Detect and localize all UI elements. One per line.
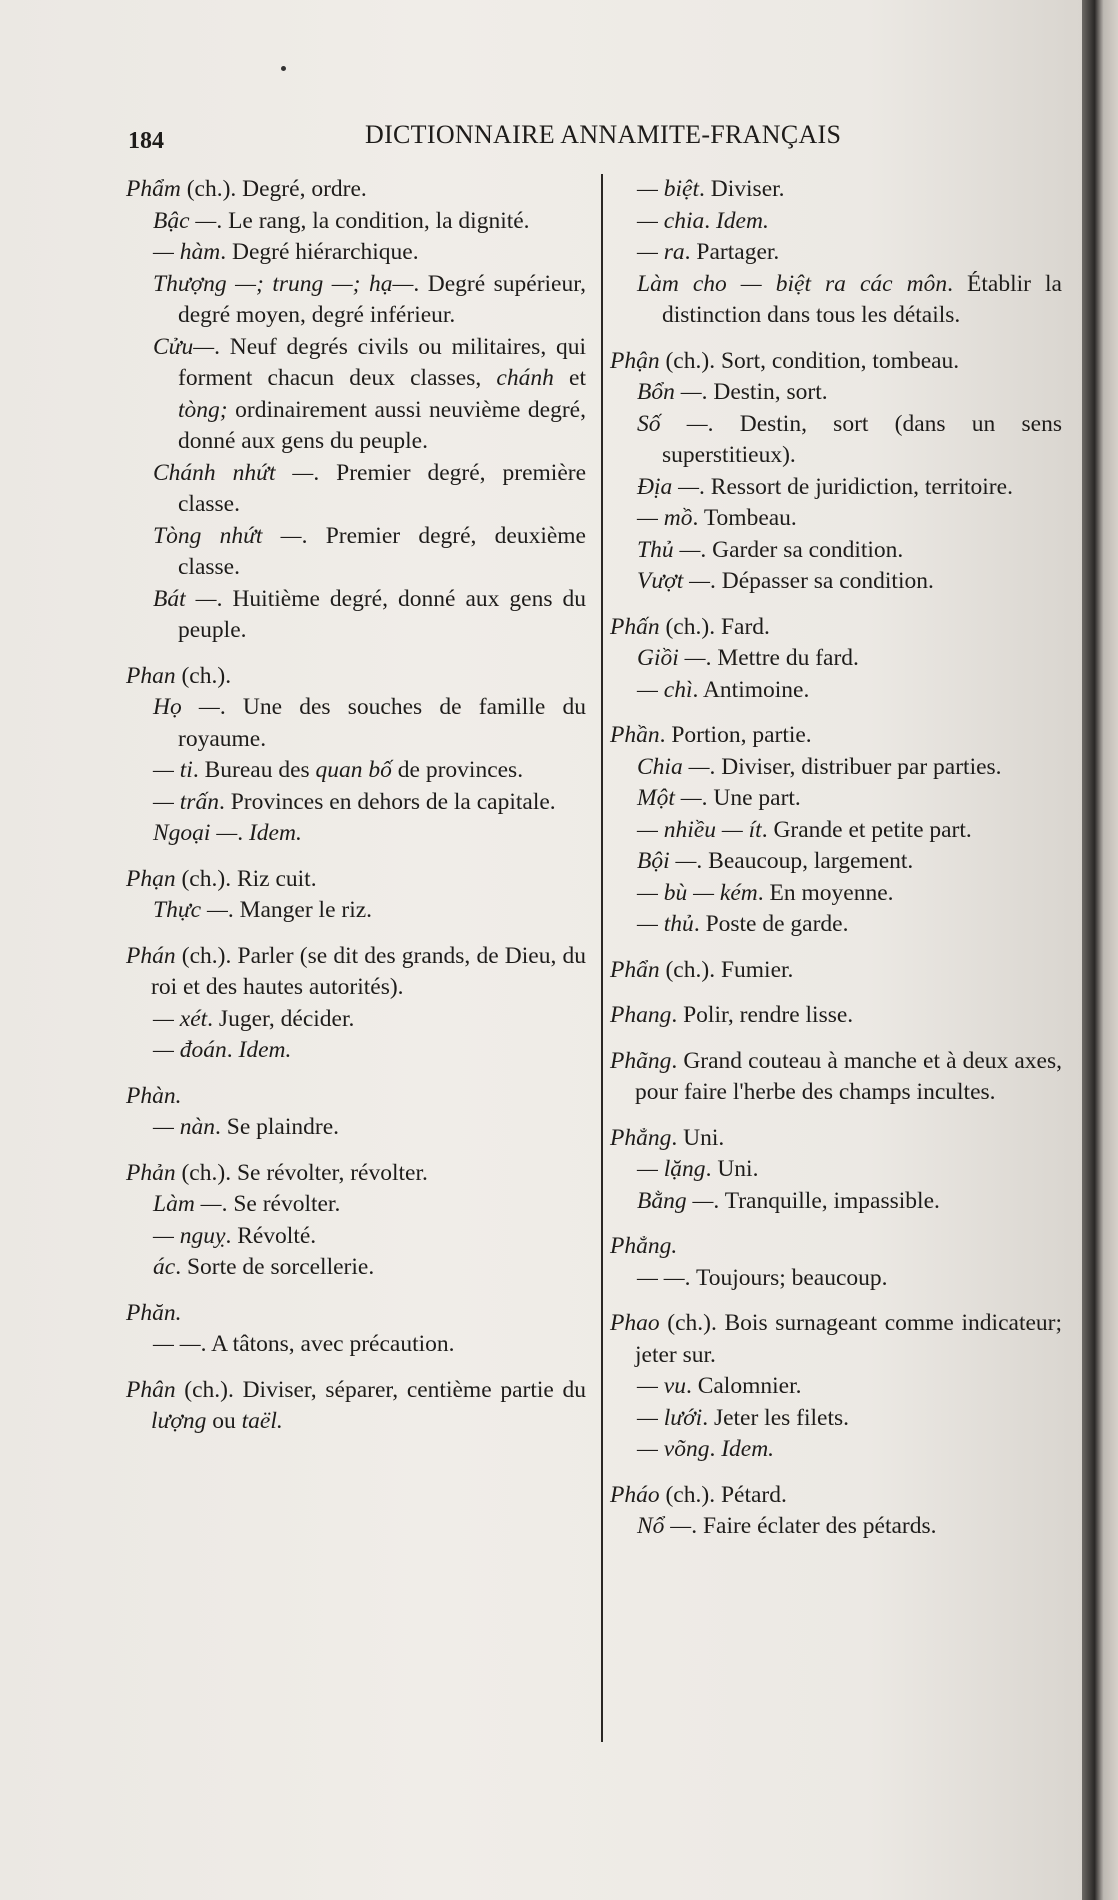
page-number: 184 xyxy=(128,128,164,154)
ink-dot xyxy=(281,66,286,71)
entry-phan-11: Phẩn (ch.). Fumier. xyxy=(610,956,794,983)
entry-phang: Phang. Polir, rendre lisse. xyxy=(610,1002,854,1028)
right-column xyxy=(610,174,1062,1557)
running-title: DICTIONNAIRE ANNAMITE-FRANÇAIS xyxy=(365,120,842,149)
entry-pham: Phẩm (ch.). Degré, ordre. Bậc —. Le rang, la condition, la dignité. — hàm. Degré hiérarchique. Thượng —; trung —; hạ—. Degré supérieur, degré moyen, degré inférieur. Cửu—. Neuf degrés civils ou militaires, qui forment chacun deux classes, chánh et tòng; ordinairement aussi neuvième degré, donné aux gens du peuple. Chánh nhứt —. Premier degré, première classe. Tòng nhứt —. Premier degré, deuxième classe. Bát —. Huitième degré, donné aux gens du peuple. xyxy=(126,176,587,643)
entry-phan-4: Phàn. — nàn. Se plaindre. xyxy=(126,1082,340,1140)
entry-phang-2: Phãng. Grand couteau à manche et à deux axes, pour faire l'herbe des champs incultes. xyxy=(610,1047,1062,1105)
entry-phan-2: Phạn (ch.). Riz cuit. Thực —. Manger le riz. xyxy=(126,865,373,923)
entry-phan-1: Phan (ch.). Họ —. Une des souches de famille du royaume. — ti. Bureau des quan bố de provinces. — trấn. Provinces en dehors de la capitale. Ngoại —. Idem. xyxy=(126,662,586,846)
entry-phan-7-continued: — biệt. Diviser. — chia. Idem. — ra. Partager. Làm cho — biệt ra các môn. Établir la distinction dans tous les détails. xyxy=(637,176,1062,328)
entry-phang-3: Phẳng. Uni. — lặng. Uni. Bằng —. Tranquille, impassible. xyxy=(610,1124,940,1214)
entry-phan-8: Phận (ch.). Sort, condition, tombeau. Bổn —. Destin, sort. Số —. Destin, sort (dans un sens superstitieux). Địa —. Ressort de juridiction, territoire. — mồ. Tombeau. Thủ —. Garder sa condition. Vượt —. Dépasser sa condition. xyxy=(610,347,1062,594)
entry-phao: Phao (ch.). Bois surnageant comme indicateur; jeter sur. — vu. Calomnier. — lưới. Jeter les filets. — võng. Idem. xyxy=(610,1310,1063,1462)
entry-phan-7: Phân (ch.). Diviser, séparer, centième partie du lượng ou taël. xyxy=(126,1376,586,1434)
left-column xyxy=(126,174,586,1452)
entry-phan-9: Phấn (ch.). Fard. Giồi —. Mettre du fard. — chì. Antimoine. xyxy=(610,613,859,703)
entry-phan-3: Phán (ch.). Parler (se dit des grands, de Dieu, du roi et des hautes autorités). — xét. Juger, décider. — đoán. Idem. xyxy=(126,942,586,1063)
book-spine-edge xyxy=(1082,0,1118,1900)
entry-phao-2: Pháo (ch.). Pétard. Nổ —. Faire éclater des pétards. xyxy=(610,1481,937,1539)
entry-phan-10: Phần. Portion, partie. Chia —. Diviser, distribuer par parties. Một —. Une part. — nhiều — ít. Grande et petite part. Bội —. Beaucoup, largement. — bù — kém. En moyenne. — thủ. Poste de garde. xyxy=(610,722,1002,937)
column-divider xyxy=(601,174,603,1742)
entry-phan-5: Phản (ch.). Se révolter, révolter. Làm —. Se révolter. — nguỵ. Révolté. ác. Sorte de sorcellerie. xyxy=(126,1159,428,1280)
entry-phan-6: Phăn. — —. A tâtons, avec précaution. xyxy=(126,1299,455,1357)
entry-phang-4: Phẳng. — —. Toujours; beaucoup. xyxy=(610,1233,888,1291)
